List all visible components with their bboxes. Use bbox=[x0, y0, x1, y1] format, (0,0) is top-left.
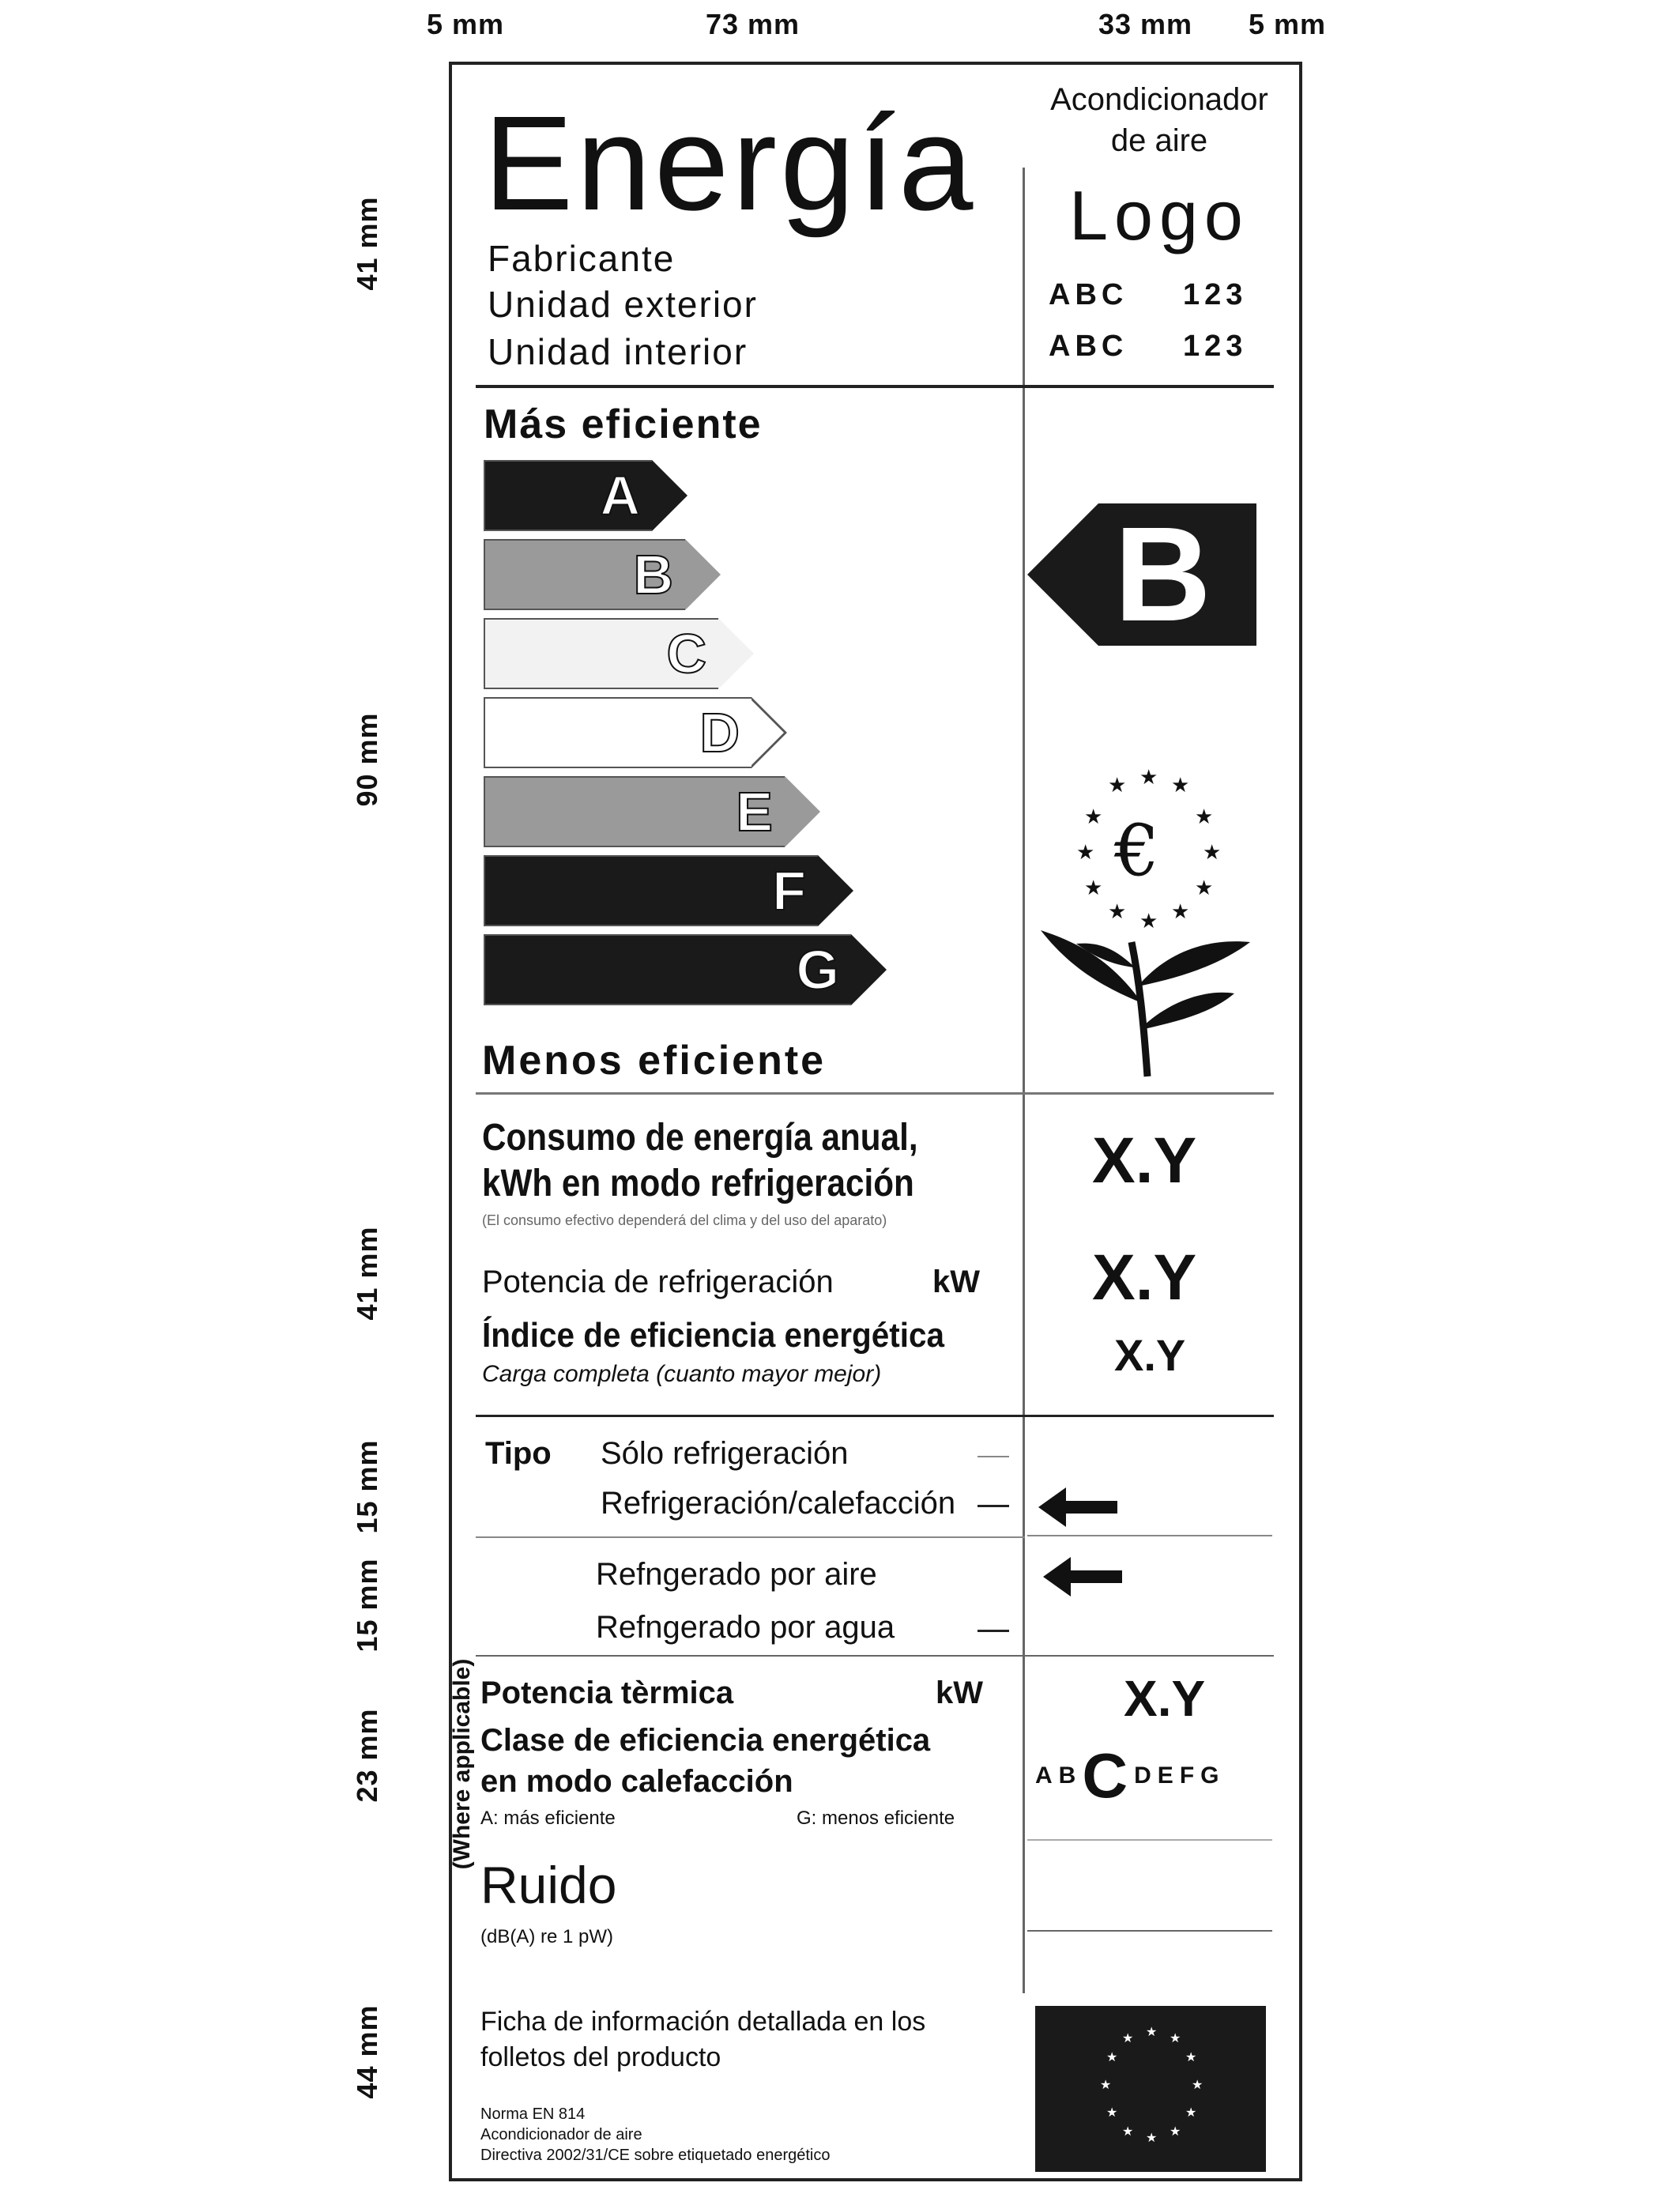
efficiency-bar-letter: E bbox=[736, 781, 773, 843]
type-option-cooling-heating-dash bbox=[977, 1505, 1009, 1507]
svg-text:★: ★ bbox=[1139, 910, 1158, 933]
efficiency-bar-letter: G bbox=[796, 939, 839, 1001]
svg-text:★: ★ bbox=[1146, 2130, 1158, 2145]
heating-class-line1: Clase de eficiencia energética bbox=[480, 1723, 931, 1758]
svg-text:★: ★ bbox=[1170, 2124, 1181, 2139]
type-option-water-cooled: Refngerado por agua bbox=[596, 1610, 895, 1645]
footer-norm-line2: Acondicionador de aire bbox=[480, 2126, 642, 2143]
dim-top-side-width: 33 mm bbox=[1098, 8, 1193, 40]
rating-arrow bbox=[1027, 499, 1256, 650]
heating-class-line2: en modo calefacción bbox=[480, 1764, 793, 1799]
svg-text:★: ★ bbox=[1122, 2124, 1134, 2139]
type-option-water-cooled-dash bbox=[977, 1630, 1009, 1632]
efficiency-bar-letter: D bbox=[699, 702, 740, 763]
svg-text:★: ★ bbox=[1170, 2030, 1181, 2045]
svg-text:★: ★ bbox=[1106, 2049, 1118, 2064]
svg-text:★: ★ bbox=[1195, 805, 1214, 829]
svg-text:★: ★ bbox=[1192, 2077, 1203, 2092]
svg-text:★: ★ bbox=[1195, 876, 1214, 900]
heating-class-letter: A bbox=[1035, 1762, 1054, 1789]
svg-text:★: ★ bbox=[1203, 841, 1222, 865]
consumption-value: X.Y bbox=[1092, 1125, 1197, 1197]
heating-range-best: A: más eficiente bbox=[480, 1808, 616, 1829]
cooling-power-unit: kW bbox=[932, 1265, 980, 1299]
type-option-air-cooled: Refngerado por aire bbox=[596, 1557, 877, 1592]
heating-range-worst: G: menos eficiente bbox=[797, 1808, 955, 1829]
noise-side-divider bbox=[1027, 1930, 1272, 1932]
dim-left-heating: 23 mm bbox=[351, 1708, 383, 1803]
type-option-cooling-only: Sólo refrigeración bbox=[601, 1436, 849, 1471]
cooling-power-label: Potencia de refrigeración bbox=[482, 1265, 834, 1299]
efficiency-bar-letter: C bbox=[666, 623, 706, 684]
type-divider bbox=[476, 1655, 1274, 1657]
appliance-type-line1: Acondicionador bbox=[1050, 82, 1268, 117]
appliance-type-line2: de aire bbox=[1110, 123, 1208, 158]
eu-flag-icon bbox=[1035, 2006, 1266, 2172]
manufacturer-logo: Logo bbox=[1069, 176, 1249, 254]
eu-ecolabel-flower-icon bbox=[1037, 760, 1266, 1092]
heating-class-letter: E bbox=[1157, 1762, 1175, 1789]
heating-class-letter: G bbox=[1200, 1762, 1221, 1789]
heating-power-unit: kW bbox=[936, 1676, 983, 1710]
efficiency-bar-e bbox=[484, 776, 820, 847]
type-label: Tipo bbox=[485, 1436, 552, 1471]
consumption-title-line1: Consumo de energía anual, bbox=[482, 1117, 918, 1159]
footer-norm-line3: Directiva 2002/31/CE sobre etiquetado energético bbox=[480, 2147, 831, 2164]
header-divider bbox=[476, 385, 1274, 388]
svg-text:★: ★ bbox=[1139, 766, 1158, 790]
efficiency-bar-d bbox=[484, 697, 787, 768]
svg-text:€: € bbox=[1114, 809, 1160, 892]
heating-class-scale bbox=[1035, 1740, 1272, 1811]
efficiency-bar-f bbox=[484, 855, 853, 926]
svg-text:★: ★ bbox=[1108, 774, 1127, 797]
svg-text:★: ★ bbox=[1171, 900, 1190, 924]
consumption-divider bbox=[476, 1415, 1274, 1417]
column-divider bbox=[1023, 168, 1025, 1993]
heating-class-letter: C bbox=[1082, 1740, 1130, 1811]
svg-text:★: ★ bbox=[1171, 774, 1190, 797]
heating-class-letter: F bbox=[1179, 1762, 1196, 1789]
efficiency-bar-letter: B bbox=[633, 544, 673, 605]
dim-left-type1: 15 mm bbox=[351, 1439, 383, 1534]
outdoor-model-number: 123 bbox=[1183, 278, 1248, 311]
cooling-power-value: X.Y bbox=[1092, 1242, 1197, 1314]
noise-label: Ruido bbox=[480, 1856, 617, 1914]
manufacturer-label: Fabricante bbox=[488, 238, 676, 279]
type-side-divider bbox=[1027, 1535, 1272, 1536]
dim-left-type2: 15 mm bbox=[351, 1558, 383, 1653]
type-option-cooling-only-dash bbox=[977, 1456, 1009, 1457]
heating-power-value: X.Y bbox=[1124, 1670, 1206, 1727]
svg-text:★: ★ bbox=[1146, 2024, 1158, 2039]
heating-class-letter: B bbox=[1058, 1762, 1078, 1789]
svg-text:★: ★ bbox=[1100, 2077, 1112, 2092]
scale-bottom-label: Menos eficiente bbox=[482, 1038, 827, 1084]
efficiency-bar-g bbox=[484, 934, 887, 1005]
consumption-note: (El consumo efectivo dependerá del clima y del uso del aparato) bbox=[482, 1212, 887, 1228]
rating-letter: B bbox=[1114, 499, 1211, 650]
cooling-selected-arrow-icon bbox=[1043, 1557, 1122, 1600]
outdoor-model-code: ABC bbox=[1049, 278, 1128, 311]
indoor-unit-label: Unidad interior bbox=[488, 331, 748, 372]
eer-label: Índice de eficiencia energética bbox=[482, 1316, 944, 1355]
energy-label bbox=[449, 62, 1302, 2181]
dim-left-scale: 90 mm bbox=[351, 712, 383, 807]
svg-text:★: ★ bbox=[1185, 2049, 1197, 2064]
appliance-type bbox=[1041, 79, 1278, 161]
heating-class-letter: D bbox=[1134, 1762, 1153, 1789]
consumption-title-line2: kWh en modo refrigeración bbox=[482, 1163, 914, 1204]
where-applicable-note: (Where applicable) bbox=[449, 1658, 475, 1870]
dim-left-header: 41 mm bbox=[351, 196, 383, 291]
efficiency-bar-letter: A bbox=[600, 465, 640, 526]
footer-info-line1: Ficha de información detallada en los bbox=[480, 2007, 926, 2037]
scale-divider bbox=[476, 1092, 1274, 1095]
indoor-model-code: ABC bbox=[1049, 330, 1128, 363]
outdoor-unit-label: Unidad exterior bbox=[488, 284, 758, 325]
eer-value: X.Y bbox=[1114, 1330, 1186, 1380]
label-title: Energía bbox=[484, 89, 977, 239]
svg-text:★: ★ bbox=[1106, 2105, 1118, 2120]
scale-top-label: Más eficiente bbox=[484, 401, 763, 447]
svg-text:★: ★ bbox=[1185, 2105, 1197, 2120]
heating-side-divider bbox=[1027, 1839, 1272, 1841]
efficiency-bar-a bbox=[484, 460, 687, 531]
svg-text:★: ★ bbox=[1108, 900, 1127, 924]
svg-text:★: ★ bbox=[1076, 841, 1095, 865]
efficiency-bar-letter: F bbox=[772, 860, 806, 922]
svg-text:★: ★ bbox=[1084, 805, 1103, 829]
noise-unit: (dB(A) re 1 pW) bbox=[480, 1926, 614, 1947]
type-main-divider bbox=[476, 1536, 1025, 1538]
dim-top-main-width: 73 mm bbox=[706, 8, 800, 40]
dim-top-margin-left: 5 mm bbox=[427, 8, 505, 40]
dim-left-footer: 44 mm bbox=[351, 2004, 383, 2099]
indoor-model-number: 123 bbox=[1183, 330, 1248, 363]
dim-left-consumption: 41 mm bbox=[351, 1226, 383, 1321]
dim-top-margin-right: 5 mm bbox=[1249, 8, 1327, 40]
type-selected-arrow-icon bbox=[1038, 1487, 1117, 1531]
efficiency-bar-b bbox=[484, 539, 721, 610]
eer-note: Carga completa (cuanto mayor mejor) bbox=[482, 1361, 882, 1387]
footer-info-line2: folletos del producto bbox=[480, 2042, 721, 2072]
footer-norm-line1: Norma EN 814 bbox=[480, 2105, 586, 2123]
svg-text:★: ★ bbox=[1084, 876, 1103, 900]
efficiency-bar-c bbox=[484, 618, 754, 689]
heating-power-label: Potencia tèrmica bbox=[480, 1676, 734, 1710]
type-option-cooling-heating: Refrigeración/calefacción bbox=[601, 1486, 956, 1521]
svg-text:★: ★ bbox=[1122, 2030, 1134, 2045]
